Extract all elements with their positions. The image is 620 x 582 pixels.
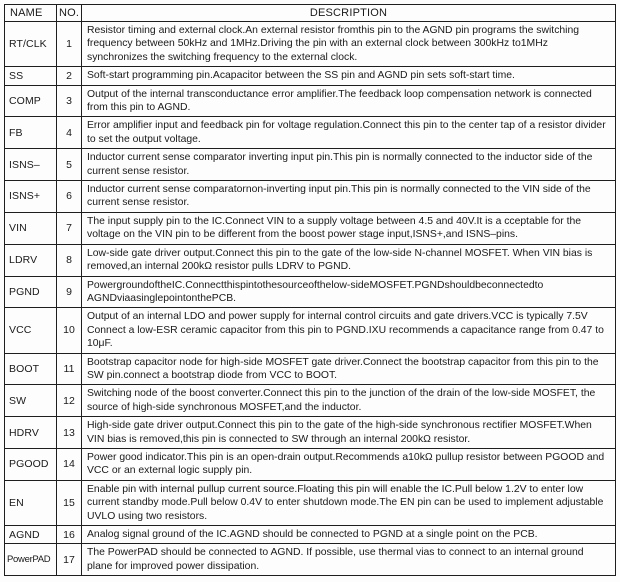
pin-name-cell: PGOOD [5,448,57,480]
pin-number-cell: 12 [57,385,82,417]
pin-name-cell: VCC [5,308,57,353]
pin-name-cell: AGND [5,526,57,544]
pin-description-cell: Power good indicator.This pin is an open-drain output.Recommends a10kΩ pullup resistor between PGOOD and VCC or an external logic supply pin. [82,448,616,480]
table-row [5,181,616,213]
table-row [5,526,616,544]
table-row [5,67,616,85]
header-description: DESCRIPTION [82,5,616,22]
pin-description-cell: Enable pin with internal pullup current source.Floating this pin will enable the IC.Pull below 1.2V to enter low current standby mode.Pull below 0.4V to enter shutdown mode.The EN pin can be used to implement adjustable UVLO using two resistors. [82,480,616,525]
table-row [5,244,616,276]
table-body [5,22,616,576]
pin-description-cell: Low-side gate driver output.Connect this pin to the gate of the low-side N-channel MOSFET. When VIN bias is removed,an internal 200kΩ resistor pulls LDRV to PGND. [82,244,616,276]
table-header [5,5,616,22]
pin-name-cell: ISNS– [5,149,57,181]
pin-number-cell: 13 [57,417,82,449]
pin-description-cell: PowergroundoftheIC.Connectthispintothesourceofthelow-sideMOSFET.PGNDshouldbeconnectedto AGNDviaasinglepointonthePCB. [82,276,616,308]
pin-number-cell: 5 [57,149,82,181]
header-no: NO. [57,5,82,22]
pin-description-cell: Resistor timing and external clock.An external resistor fromthis pin to the AGND pin programs the switching frequency between 50kHz and 1MHz.Driving the pin with an external clock between 300kHz to1MHz synchronizes the switching frequency to the external clock. [82,22,616,67]
table-row [5,22,616,67]
pin-number-cell: 1 [57,22,82,67]
pin-description-cell: Soft-start programming pin.Acapacitor between the SS pin and AGND pin sets soft-start time. [82,67,616,85]
table-row [5,117,616,149]
pin-number-cell: 10 [57,308,82,353]
pin-number-cell: 8 [57,244,82,276]
pin-number-cell: 2 [57,67,82,85]
pin-description-cell: The input supply pin to the IC.Connect VIN to a supply voltage between 4.5 and 40V.It is a cceptable for the voltage on the VIN pin to be different from the boost power stage input,ISNS+,and ISNS–pins. [82,212,616,244]
pin-name-cell: VIN [5,212,57,244]
pin-name-cell: EN [5,480,57,525]
pin-name-cell: LDRV [5,244,57,276]
table-row [5,480,616,525]
pin-description-cell: High-side gate driver output.Connect this pin to the gate of the high-side synchronous rectifier MOSFET.When VIN bias is removed,this pin is connected to SW through an internal 200kΩ resistor. [82,417,616,449]
pin-name-cell: RT/CLK [5,22,57,67]
pin-description-cell: Error amplifier input and feedback pin for voltage regulation.Connect this pin to the center tap of a resistor divider to set the output voltage. [82,117,616,149]
table-row [5,276,616,308]
pin-number-cell: 6 [57,181,82,213]
header-row [5,5,616,22]
pin-number-cell: 7 [57,212,82,244]
table-row [5,149,616,181]
pin-number-cell: 11 [57,353,82,385]
table-row [5,417,616,449]
pin-name-cell: PGND [5,276,57,308]
pin-name-cell: SS [5,67,57,85]
table-row [5,544,616,576]
pin-description-cell: Output of an internal LDO and power supply for internal control circuits and gate drivers.VCC is typically 7.5V Connect a low-ESR ceramic capacitor from this pin to PGND.IXU recommends a capacitance range from 0.47 to 10μF. [82,308,616,353]
table-row [5,448,616,480]
pin-name-cell: HDRV [5,417,57,449]
pin-description-cell: Bootstrap capacitor node for high-side MOSFET gate driver.Connect the bootstrap capacitor from this pin to the SW pin.connect a bootstrap diode from VCC to BOOT. [82,353,616,385]
pin-number-cell: 17 [57,544,82,576]
pin-number-cell: 14 [57,448,82,480]
pin-number-cell: 15 [57,480,82,525]
pin-function-table [4,4,616,576]
pin-description-cell: Inductor current sense comparatornon-inverting input pin.This pin is normally connected to the VIN side of the current sense resistor. [82,181,616,213]
pin-description-cell: Output of the internal transconductance error amplifier.The feedback loop compensation network is connected from this pin to AGND. [82,85,616,117]
pin-name-cell: COMP [5,85,57,117]
pin-number-cell: 16 [57,526,82,544]
pin-description-cell: Switching node of the boost converter.Connect this pin to the junction of the drain of the low-side MOSFET, the source of high-side synchronous MOSFET,and the inductor. [82,385,616,417]
pin-name-cell: PowerPAD [5,544,57,576]
table-row [5,85,616,117]
pin-name-cell: BOOT [5,353,57,385]
pin-number-cell: 9 [57,276,82,308]
table-row [5,385,616,417]
table-row [5,212,616,244]
pin-description-cell: The PowerPAD should be connected to AGND. If possible, use thermal vias to connect to an internal ground plane for improved power dissipation. [82,544,616,576]
pin-description-cell: Analog signal ground of the IC.AGND should be connected to PGND at a single point on the PCB. [82,526,616,544]
table-row [5,353,616,385]
pin-number-cell: 3 [57,85,82,117]
pin-description-cell: Inductor current sense comparator inverting input pin.This pin is normally connected to the inductor side of the current sense resistor. [82,149,616,181]
header-name: NAME [5,5,57,22]
pin-name-cell: ISNS+ [5,181,57,213]
table-row [5,308,616,353]
pin-number-cell: 4 [57,117,82,149]
pin-name-cell: SW [5,385,57,417]
pin-name-cell: FB [5,117,57,149]
